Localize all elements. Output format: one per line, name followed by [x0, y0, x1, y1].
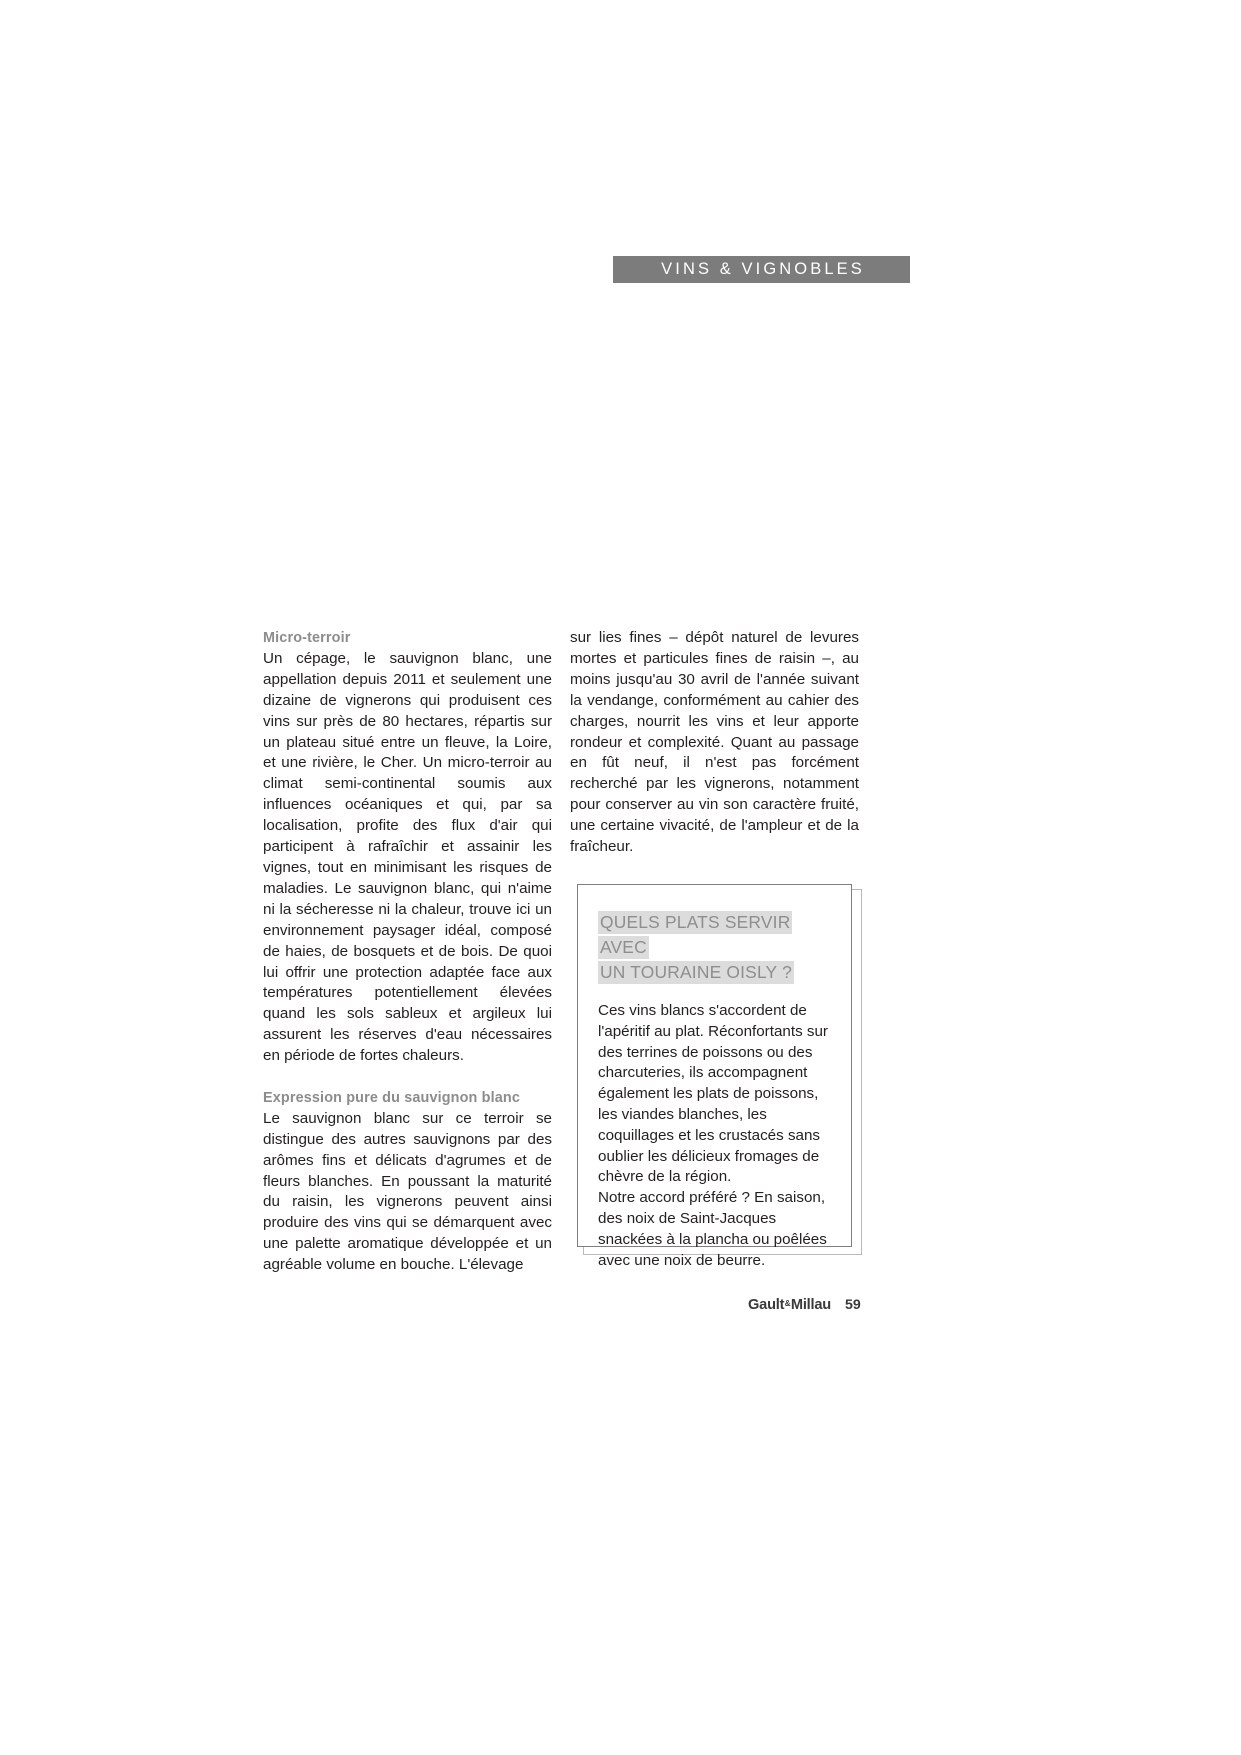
right-text-column [570, 628, 859, 858]
callout-paragraph-2: Notre accord préféré ? En saison, des noix de Saint-Jacques snackées à la plancha ou poêlées avec une noix de beurre. [598, 1189, 827, 1269]
callout-title [598, 910, 830, 985]
paragraph-micro-terroir: Un cépage, le sauvignon blanc, une appellation depuis 2011 et seulement une dizaine de vignerons qui produisent ces vins sur près de 80 hectares, répartis sur un plateau situé entre un fleuve, la Loire, et une rivière, le Cher. Un micro-terroir au climat semi-continental soumis aux influences océaniques et qui, par sa localisation, profite des flux d'air qui participent à rafraîchir et assainir les vignes, tout en minimisant les risques de maladies. Le sauvignon blanc, qui n'aime ni la sécheresse ni la chaleur, trouve ici un environnement paysager idéal, composé de haies, de bosquets et de bois. De quoi lui offrir une protection adaptée face aux températures potentiellement élevées quand les sols sableux et argileux lui assurent les réserves d'eau nécessaires en période de fortes chaleurs. [263, 649, 552, 1065]
callout-content [598, 910, 830, 1271]
gault-millau-logo [748, 1297, 831, 1313]
paragraph-spacer [263, 1067, 552, 1088]
section-banner-label: VINS & VIGNOBLES [661, 260, 865, 278]
paragraph-elevage-continuation: sur lies fines – dépôt naturel de levures mortes et particules fines de raisin –, au moins jusqu'au 30 avril de l'année suivant la vendange, conformément au cahier des charges, nourrit les vins et leur apporte rondeur et complexité. Quant au passage en fût neuf, il n'est pas forcément recherché par les vignerons, notamment pour conserver au vin son caractère fruité, une certaine vivacité, de l'ampleur et de la fraîcheur. [570, 629, 859, 856]
left-text-column [263, 628, 552, 1276]
page-number: 59 [845, 1297, 861, 1313]
subheading-micro-terroir: Micro-terroir [263, 630, 351, 646]
callout-box [577, 884, 852, 1269]
callout-title-line-1: QUELS PLATS SERVIR AVEC [600, 912, 791, 957]
paragraph-expression-pure: Le sauvignon blanc sur ce terroir se distingue des autres sauvignons par des arômes fins et délicats d'agrumes et de fleurs blanches. En poussant la maturité du raisin, les vignerons peuvent ainsi produire des vins qui se démarquent avec une palette aromatique développée et un agréable volume en bouche. L'élevage [263, 1109, 552, 1274]
logo-text-millau: Millau [790, 1297, 832, 1313]
subheading-expression-pure: Expression pure du sauvignon blanc [263, 1089, 520, 1106]
callout-title-line-2: UN TOURAINE OISLY ? [600, 962, 792, 982]
section-banner [613, 256, 910, 283]
page-footer [748, 1297, 861, 1313]
logo-text-gault: Gault [748, 1297, 785, 1313]
logo-ampersand: & [784, 1299, 791, 1308]
callout-paragraph-1: Ces vins blancs s'accordent de l'apéritif au plat. Réconfortants sur des terrines de poissons ou des charcuteries, ils accompagnent également les plats de poissons, les viandes blanches, les coquillages et les crustacés sans oublier les délicieux fromages de chèvre de la région. [598, 1002, 828, 1186]
